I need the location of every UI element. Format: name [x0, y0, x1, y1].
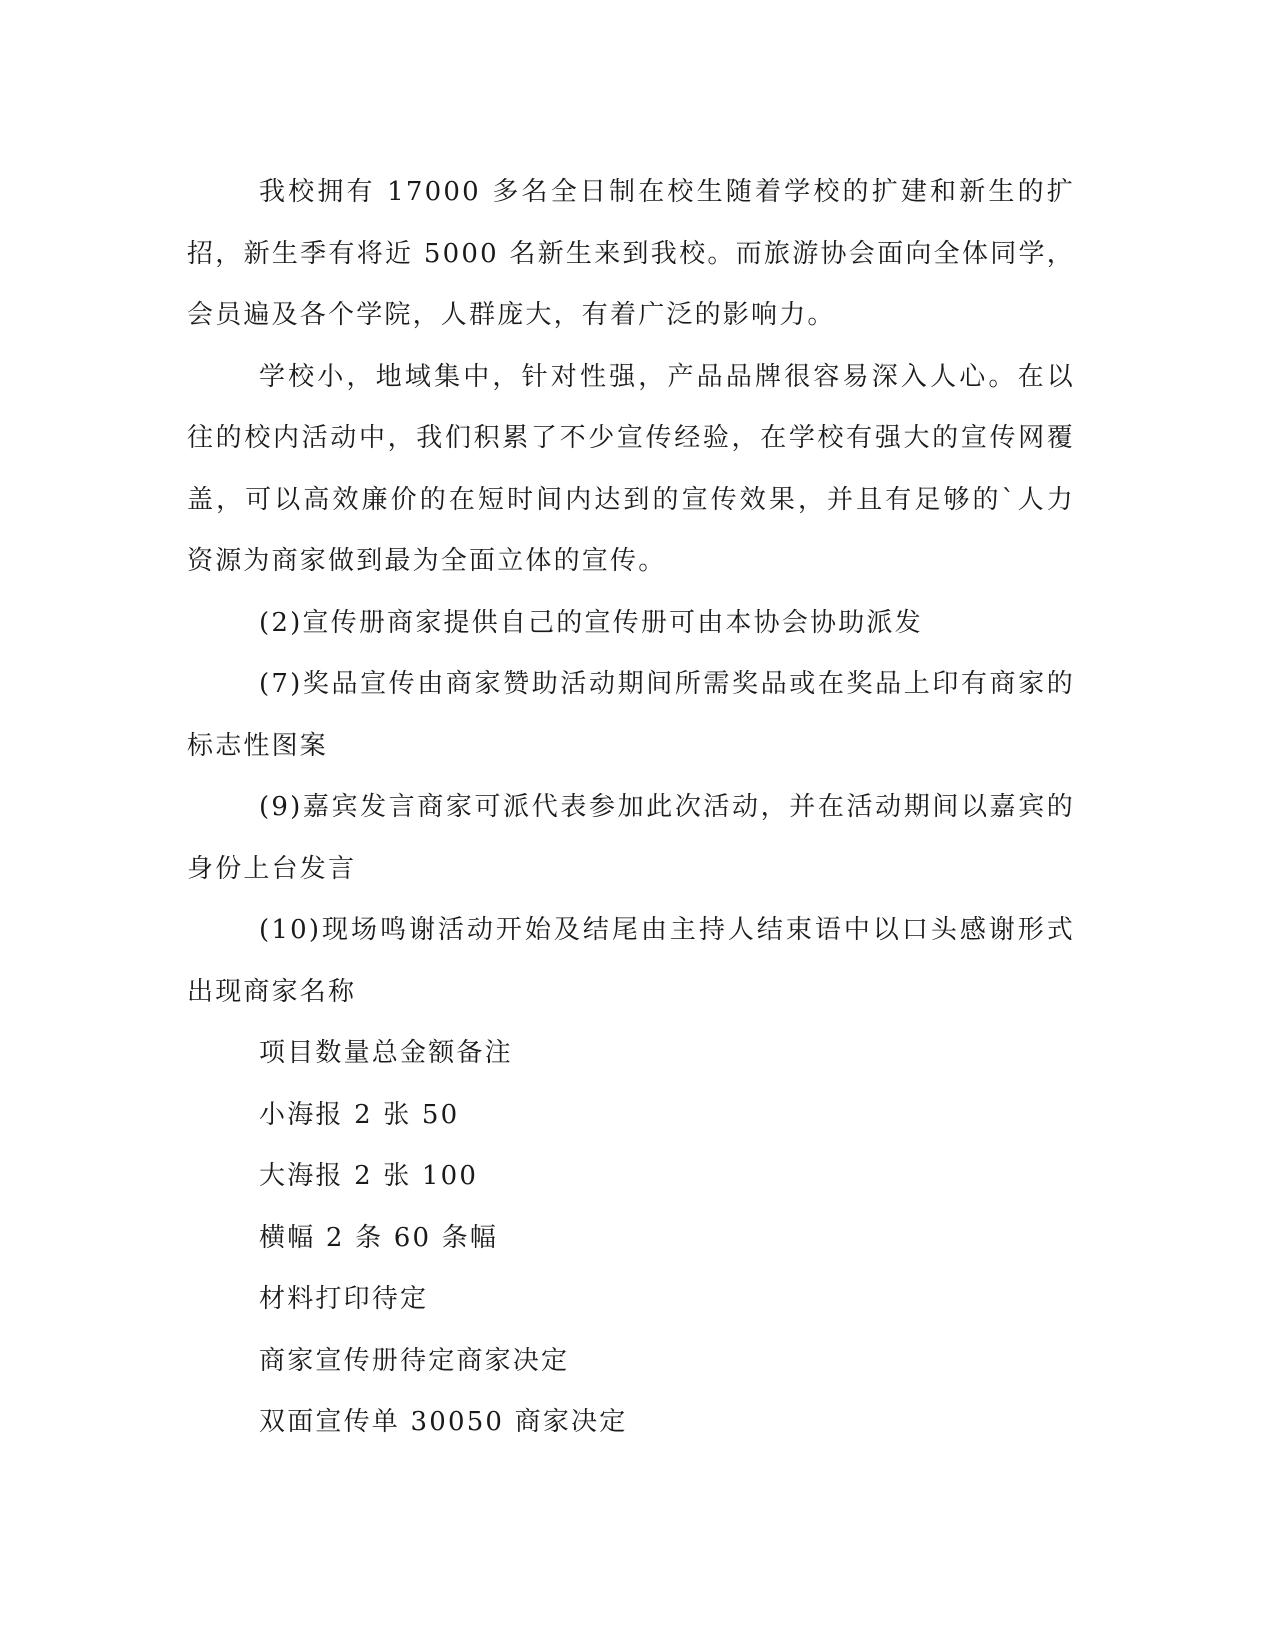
document-body: [187, 162, 1075, 1454]
budget-header-line: 项目数量总金额备注: [259, 1038, 513, 1068]
budget-line-large-poster: 大海报 2 张 100: [259, 1161, 479, 1191]
paragraph-school-advantages: 学校小，地域集中，针对性强，产品品牌很容易深入人心。在以往的校内活动中，我们积累了不少宣传经验，在学校有强大的宣传网覆盖，可以高效廉价的在短时间内达到的宣传效果，并且有足够的`人力资源为商家做到最为全面立体的宣传。: [187, 361, 1075, 576]
budget-line-printing: 材料打印待定: [259, 1284, 429, 1314]
paragraph-item-guest-speech: (9)嘉宾发言商家可派代表参加此次活动，并在活动期间以嘉宾的身份上台发言: [187, 792, 1075, 884]
paragraph-item-brochure: (2)宣传册商家提供自己的宣传册可由本协会协助派发: [259, 607, 923, 638]
paragraph-student-population: 我校拥有 17000 多名全日制在校生随着学校的扩建和新生的扩招，新生季有将近 5000 名新生来到我校。而旅游协会面向全体同学，会员遍及各个学院，人群庞大，有着广泛的影响力。: [187, 177, 1075, 330]
budget-line-small-poster: 小海报 2 张 50: [259, 1099, 460, 1130]
budget-line-merchant-brochure: 商家宣传册待定商家决定: [259, 1345, 570, 1376]
paragraph-item-prizes: (7)奖品宣传由商家赞助活动期间所需奖品或在奖品上印有商家的标志性图案: [187, 669, 1075, 761]
budget-line-banner: 横幅 2 条 60 条幅: [259, 1222, 499, 1253]
budget-line-flyer: 双面宣传单 30050 商家决定: [259, 1407, 628, 1437]
paragraph-item-acknowledgement: (10)现场鸣谢活动开始及结尾由主持人结束语中以口头感谢形式出现商家名称: [187, 915, 1075, 1007]
